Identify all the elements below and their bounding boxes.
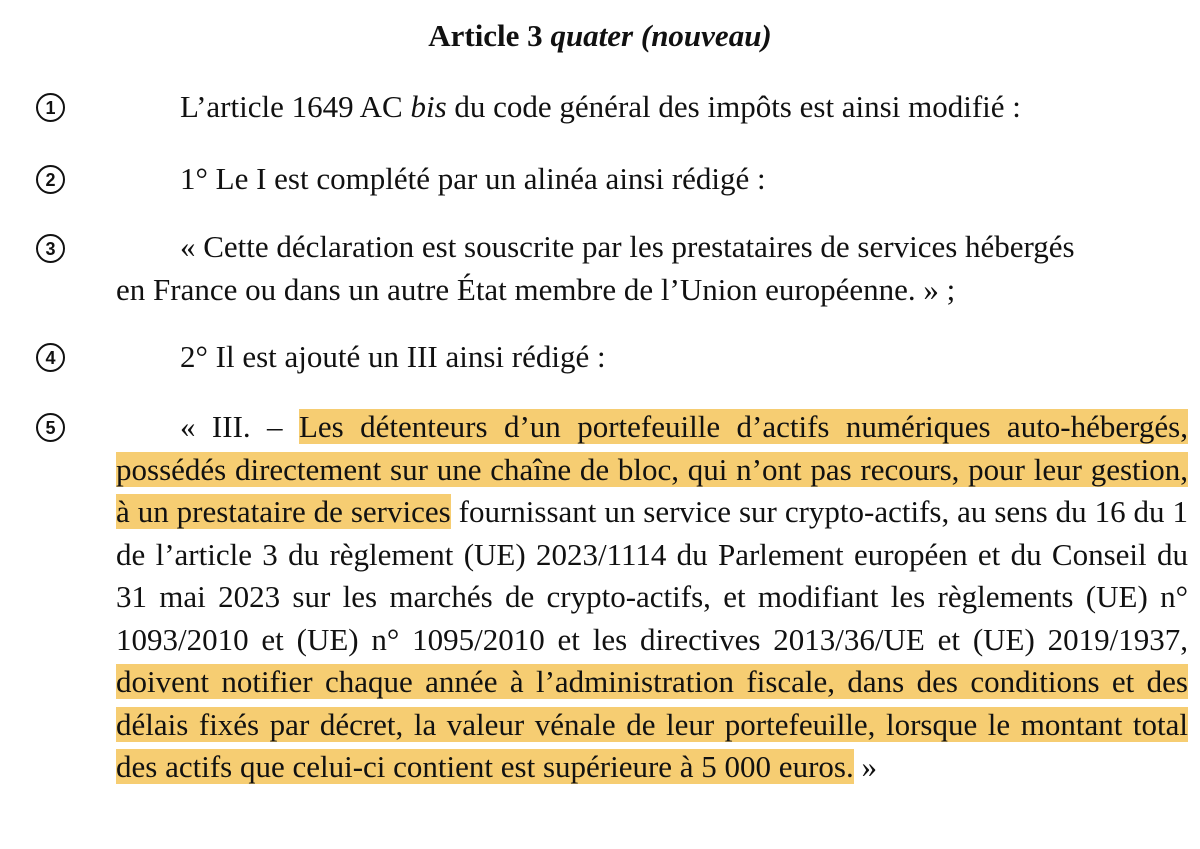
p4-text: 2° Il est ajouté un III ainsi rédigé : bbox=[180, 339, 606, 374]
p5-middle: fournissant un service sur crypto-actifs, au sens du 16 du 1 de l’article 3 du règlement (UE) 2023/1114 du Parlement européen et du Conseil du 31 mai 2023 sur les marchés de crypto-actifs, et modifiant les règlements (UE) n° 1093/2010 et (UE) n° 1095/2010 et les directives 2013/36/UE et (UE) 2019/1937, bbox=[116, 494, 1188, 657]
p1-before: L’article 1649 AC bbox=[180, 89, 411, 124]
p3-line2: en France ou dans un autre État membre de l’Union européenne. » ; bbox=[116, 271, 956, 307]
article-title-italic: quater (nouveau) bbox=[550, 18, 772, 53]
paragraph-4 bbox=[116, 336, 1188, 379]
paragraph-marker-1: 1 bbox=[36, 93, 65, 122]
p1-after: du code général des impôts est ainsi modifié : bbox=[446, 89, 1021, 124]
paragraph-2 bbox=[116, 158, 1188, 201]
p2-text: 1° Le I est complété par un alinéa ainsi rédigé : bbox=[180, 161, 766, 196]
paragraph-marker-2: 2 bbox=[36, 165, 65, 194]
paragraph-marker-5: 5 bbox=[36, 413, 65, 442]
paragraph-marker-4: 4 bbox=[36, 343, 65, 372]
p5-highlight-1: Les détenteurs d’un portefeuille d’actifs numériques auto-hébergés, possédés directement sur une chaîne de bloc, qui n’ont pas recours, pour leur gestion, à un prestataire de services bbox=[116, 409, 1188, 529]
p5-highlight-2: doivent notifier chaque année à l’administration fiscale, dans des conditions et des délais fixés par décret, la valeur vénale de leur portefeuille, lorsque le montant total des actifs que celui-ci contient est supérieure à 5 000 euros. bbox=[116, 664, 1188, 784]
p1-italic: bis bbox=[410, 89, 447, 124]
article-title bbox=[0, 14, 1200, 58]
article-title-main: Article 3 bbox=[428, 18, 543, 53]
p5-suffix: » bbox=[853, 749, 877, 784]
paragraph-marker-3: 3 bbox=[36, 234, 65, 263]
p3-line1: « Cette déclaration est souscrite par les prestataires de services hébergés bbox=[180, 229, 1075, 264]
paragraph-3 bbox=[116, 226, 1188, 311]
paragraph-5 bbox=[116, 406, 1188, 789]
p5-prefix: « III. – bbox=[180, 409, 299, 444]
paragraph-1 bbox=[116, 86, 1188, 129]
